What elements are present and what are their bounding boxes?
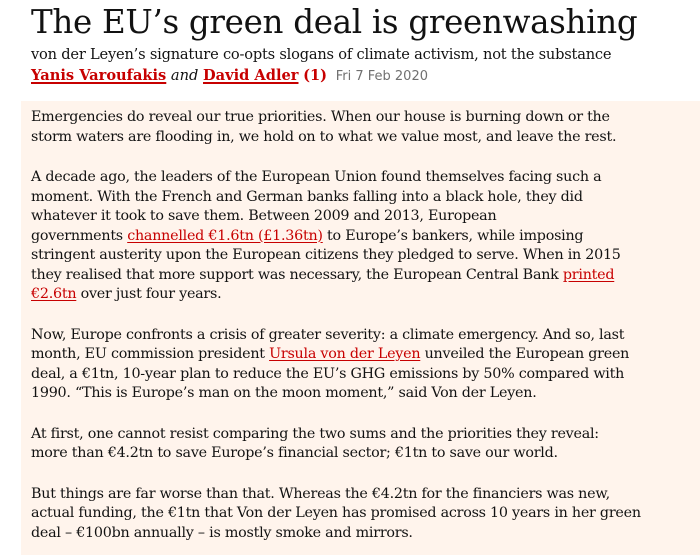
paragraph-line (31, 345, 695, 365)
paragraph-line (31, 444, 695, 464)
paragraph (31, 108, 695, 147)
text-run: governments (31, 227, 128, 244)
byline-conjunction: and (170, 67, 199, 84)
text-run: deal – €100bn annually – is mostly smoke and mirrors. (31, 524, 413, 541)
text-run: Now, Europe confronts a crisis of greater severity: a climate emergency. And so, last (31, 326, 625, 343)
paragraph-line (31, 485, 695, 505)
inline-link[interactable]: printed (562, 266, 615, 283)
inline-link[interactable]: Ursula von der Leyen (269, 346, 421, 362)
text-run: deal, a €1tn, 10-year plan to reduce the EU’s GHG emissions by 50% compared with (31, 365, 625, 382)
text-run: month, EU commission president (31, 346, 270, 362)
text-run: moment. With the French and German banks falling into a black hole, they did (31, 188, 583, 205)
text-run: storm waters are flooding in, we hold on to what we value most, and leave the rest. (31, 128, 617, 145)
inline-link[interactable]: €2.6tn (31, 286, 77, 302)
paragraph-line (31, 326, 695, 346)
author-link-2[interactable]: David Adler (203, 67, 299, 84)
text-run: A decade ago, the leaders of the European Union found themselves facing such a (31, 169, 602, 185)
text-run: unveiled the European green (420, 346, 630, 362)
paragraph (31, 485, 695, 544)
paragraph (31, 326, 695, 404)
paragraph-line (31, 168, 695, 188)
text-run: they realised that more support was necessary, the European Central Bank (31, 266, 563, 283)
byline (31, 66, 428, 87)
text-run: At first, one cannot resist comparing the two sums and the priorities they reveal: (31, 425, 599, 442)
paragraph-line (31, 108, 695, 128)
inline-link[interactable]: channelled €1.6tn (£1.36tn) (127, 227, 323, 244)
text-run: stringent austerity upon the European citizens they pledged to serve. When in 2015 (31, 247, 621, 263)
paragraph (31, 425, 695, 464)
article-text (21, 101, 700, 543)
paragraph-line (31, 266, 695, 286)
paragraph-line (31, 128, 695, 148)
paragraph-line (31, 227, 695, 247)
author-link-1[interactable]: Yanis Varoufakis (31, 67, 167, 84)
text-run: Emergencies do reveal our true priorities. When our house is burning down or the (31, 109, 610, 125)
text-run: 1990. “This is Europe’s man on the moon moment,” said Von der Leyen. (31, 385, 537, 401)
paragraph-line (31, 384, 695, 404)
text-run: whatever it took to save them. Between 2009 and 2013, European (31, 208, 497, 224)
paragraph-line (31, 365, 695, 385)
paragraph-line (31, 207, 695, 227)
standfirst: von der Leyen’s signature co-opts slogans of climate activism, not the substance (31, 46, 612, 63)
headline: The EU’s green deal is greenwashing (31, 3, 638, 41)
text-run: more than €4.2tn to save Europe’s financial sector; €1tn to save our world. (31, 445, 558, 461)
publish-date: Fri 7 Feb 2020 (335, 69, 428, 84)
text-run: actual funding, the €1tn that Von der Leyen has promised across 10 years in her green (31, 505, 641, 521)
paragraph (31, 168, 695, 305)
paragraph-line (31, 504, 695, 524)
text-run: over just four years. (76, 286, 222, 302)
paragraph-line (31, 425, 695, 445)
paragraph-line (31, 524, 695, 544)
text-run: to Europe’s bankers, while imposing (322, 227, 584, 244)
comment-count[interactable]: (1) (303, 67, 328, 84)
paragraph-line (31, 188, 695, 208)
article-body (21, 101, 700, 555)
paragraph-line (31, 285, 695, 305)
text-run: But things are far worse than that. Whereas the €4.2tn for the financiers was new, (31, 485, 610, 502)
paragraph-line (31, 246, 695, 266)
